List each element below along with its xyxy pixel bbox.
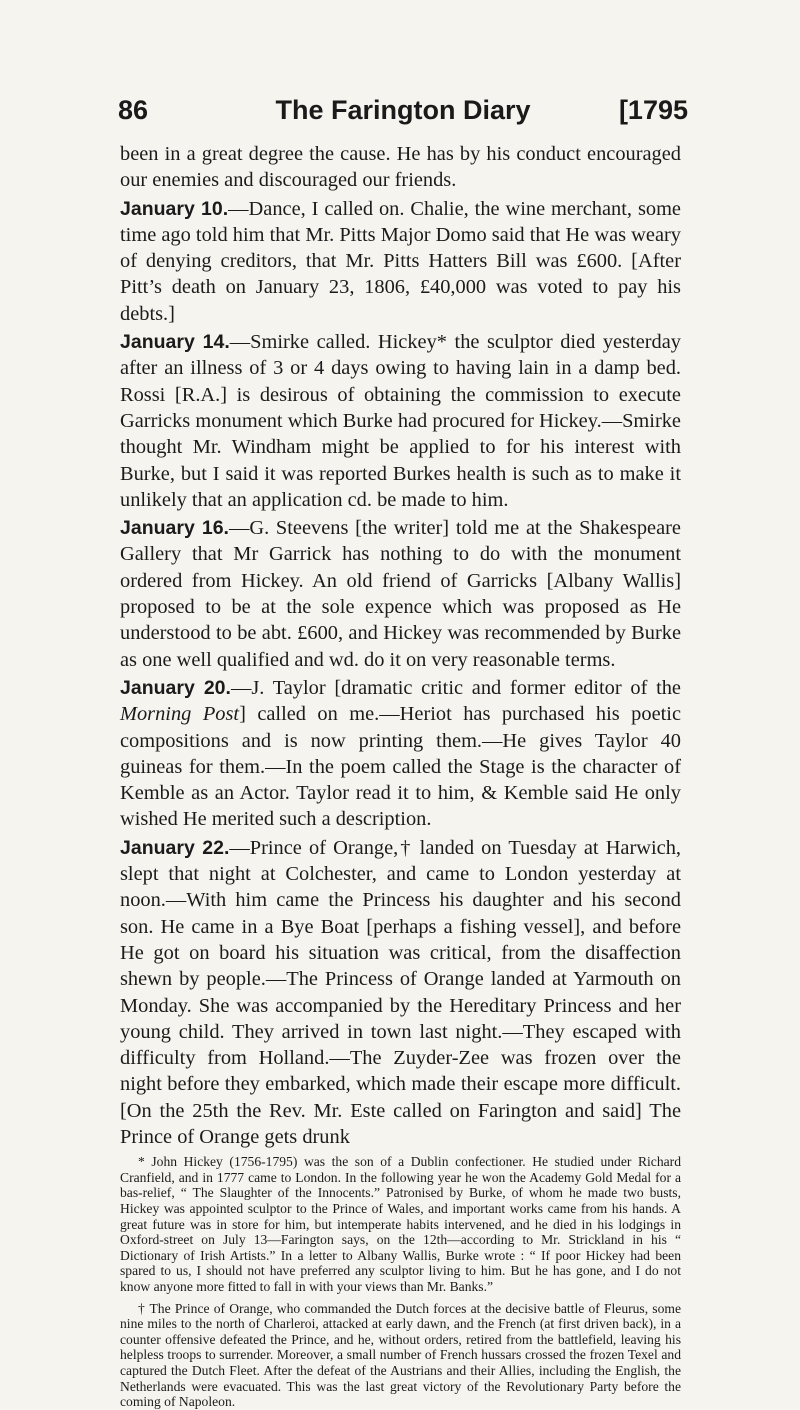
entry-text: —Dance, I called on. Chalie, the wine merchant, some time ago told him that Mr. Pitts Major Domo said that He was weary of denying creditors, that Mr. Pitts Hatters Bill was £600. [After Pitt’s death on January 23, 1806, £40,000 was voted to pay his debts.] — [120, 197, 681, 325]
entry-text-cont: ] called on me.—Heriot has purchased his poetic compositions and is now printing them.—He gives Taylor 40 guineas for them.—In the poem called the Stage is the character of Kemble as an Actor. Taylor read it to him, & Kemble said He only wished He merited such a description. — [120, 703, 681, 831]
year-marker: [1795 — [618, 95, 688, 125]
diary-entry-jan-16 — [120, 515, 681, 673]
footnote-hickey: * John Hickey (1756-1795) was the son of a Dublin confectioner. He studied under Richard Cranfield, and in 1777 came to London. In the following year he won the Academy Gold Medal for a bas-relief, “ The Slaughter of the Innocents.” Patronised by Burke, of whom he made two busts, Hickey was appointed sculptor to the Prince of Wales, and important works came from his hands. A great future was in store for him, but intemperate habits intervened, and he died in his lodgings in Oxford-street on July 13—Farington says, on the 12th—according to Mr. Strickland in his “ Dictionary of Irish Artists.” In a letter to Albany Wallis, Burke wrote : “ If poor Hickey had been spared to us, I should not have preferred any sculptor living to him. But he has gone, and I do not know anyone more fitted to fall in with your views than Mr. Banks.” — [120, 1154, 681, 1295]
entry-date: January 10. — [120, 197, 229, 220]
entry-text: —Smirke called. Hickey* the sculptor died yesterday after an illness of 3 or 4 days owing to having lain in a damp bed. Rossi [R.A.] is desirous of obtaining the commission to execute Garricks monument which Burke had procured for Hickey.—Smirke thought Mr. Windham might be applied to for his interest with Burke, but I said it was reported Burkes health is such as to make it unlikely that an application cd. be made to him. — [120, 331, 681, 511]
entry-date: January 20. — [120, 676, 231, 699]
entry-date: January 14. — [120, 331, 230, 354]
entry-text: —Prince of Orange,† landed on Tuesday at Harwich, slept that night at Colchester, and came to London yesterday at noon.—With him came the Princess his daughter and his second son. He came in a Bye Boat [perhaps a fishing vessel], and before He got on board his situation was critical, from the disaffection shewn by people.—The Princess of Orange landed at Yarmouth on Monday. She was accompanied by the Hereditary Princess and her young child. They arrived in town last night.—They escaped with difficulty from Holland.—The Zuyder-Zee was frozen over the night before they embarked, which made their escape more difficult. [On the 25th the Rev. Mr. Este called on Farington and said] The Prince of Orange gets drunk — [120, 836, 681, 1148]
diary-entry-jan-20 — [120, 675, 681, 833]
page-body — [120, 141, 681, 1410]
running-header — [118, 90, 688, 134]
book-title: The Farington Diary — [275, 95, 531, 125]
entry-date: January 22. — [120, 836, 230, 859]
footnote-prince-of-orange: † The Prince of Orange, who commanded the Dutch forces at the decisive battle of Fleurus, some nine miles to the north of Charleroi, attacked at early dawn, and the French (at first driven back), in a counter offensive defeated the Prince, and he, without orders, retired from the battlefield, leaving his helpless troops to surrender. Moreover, a small number of French hussars crossed the frozen Texel and captured the Dutch Fleet. After the defeat of the Austrians and their Allies, including the English, the Netherlands were evacuated. This was the last great victory of the Revolutionary Party before the coming of Napoleon. — [120, 1300, 681, 1410]
diary-entry-jan-22 — [120, 835, 681, 1151]
continued-paragraph: been in a great degree the cause. He has by his conduct encouraged our enemies and discouraged our friends. — [120, 143, 681, 192]
diary-entry-jan-10 — [120, 196, 681, 327]
footnotes — [120, 1154, 681, 1410]
newspaper-title: Morning Post — [120, 703, 240, 726]
entry-date: January 16. — [120, 517, 229, 540]
entry-text: —G. Steevens [the writer] told me at the Shakespeare Gallery that Mr Garrick has nothing to do with the monument ordered from Hickey. An old friend of Garricks [Albany Wallis] proposed to be at the sole expence which was proposed as He understood to be abt. £600, and Hickey was recommended by Burke as one well qualified and wd. do it on very reasonable terms. — [120, 517, 681, 671]
entry-text: —J. Taylor [dramatic critic and former editor of the — [230, 676, 681, 699]
diary-entry-jan-14 — [120, 329, 681, 513]
page-number: 86 — [118, 95, 149, 125]
